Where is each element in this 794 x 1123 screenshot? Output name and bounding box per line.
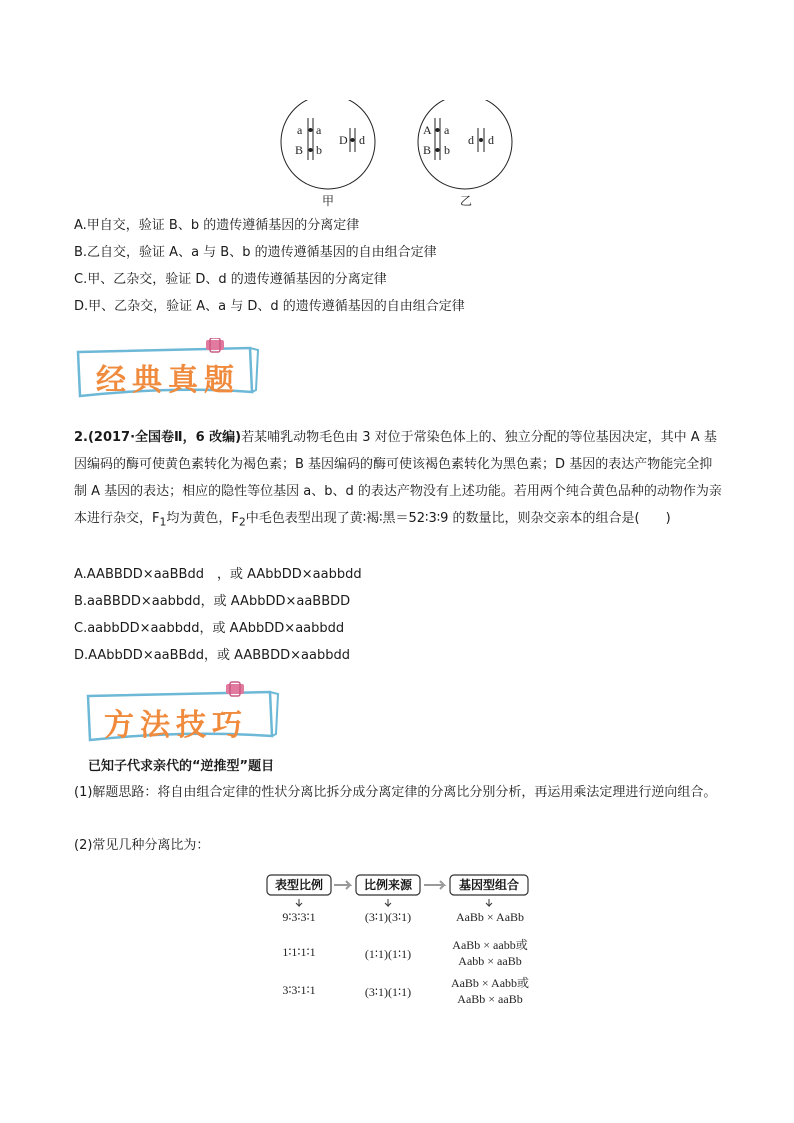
arrow-down-icon [486,899,492,906]
method-heading: 已知子代求亲代的“逆推型”题目 [88,759,275,774]
cell2-label-b: b [444,143,450,157]
q2-text-1: 若某哺乳动物毛色由 3 对位于常染色体上的、独立分配的等位基因决定，其中 A 基因编码的酶可使黄色素转化为褐色素；B 基因编码的酶可使该褐色素转化为黑色素；D 基因的表达产物能完全抑制 A 基因的表达；相应的隐性等位基因 a、b、d 的表达产物没有上述功能。若用两个纯合黄色品种的动物作为亲本进行杂交，F [74,430,722,526]
cell-yi [418,100,512,208]
q2-option-b: B.aaBBDD×aabbdd，或 AAbbDD×aaBBDD [74,594,351,609]
q1-option-a: A.甲自交，验证 B、b 的遗传遵循基因的分离定律 [74,218,360,233]
q2-stem [74,424,724,536]
cell1-label-a1: a [297,123,303,137]
cell2-label-B: B [423,143,432,157]
q2-option-c: C.aabbDD×aabbdd，或 AAbbDD×aabbdd [74,621,345,636]
q2-text-2: 均为黄色，F [166,511,239,526]
arrow-right-icon [334,881,350,889]
q2-sub-2: 2 [238,515,246,529]
q2-text-3: 中毛色表型出现了黄∶褐∶黑＝52∶3∶9 的数量比，则杂交亲本的组合是( ) [245,511,671,526]
cell1-caption: 甲 [322,194,335,208]
header-combo: 基因型组合 [458,878,520,892]
banner-title: 方法技巧 [104,708,248,743]
cell1-label-b: b [316,143,322,157]
q1-option-c: C.甲、乙杂交，验证 D、d 的遗传遵循基因的分离定律 [74,272,387,287]
method-step-1: (1)解题思路：将自由组合定律的性状分离比拆分成分离定律的分离比分别分析，再运用乘法定理进行逆向组合。 [74,785,717,800]
banner-method-tips [74,680,284,746]
row2-ratio: 1∶1∶1∶1 [282,945,316,959]
row3-source: (3∶1)(1∶1) [364,985,412,999]
row1-combo: AaBb × AaBb [455,910,525,924]
q2-option-a: A.AABBDD×aaBBdd ，或 AAbbDD×aabbdd [74,567,362,582]
header-ratio: 表型比例 [274,878,324,892]
arrow-right-icon [424,881,444,889]
banner-classic-questions [74,338,264,402]
q2-source: 2.(2017·全国卷Ⅱ，6 改编) [74,430,242,445]
cell2-label-d1: d [468,133,474,147]
cell1-label-d: d [359,133,365,147]
row2-combo-2: Aabb × aaBb [458,954,522,968]
method-step-2: (2)常见几种分离比为： [74,838,210,853]
header-source: 比例来源 [363,878,413,892]
cell2-label-A: A [423,123,432,137]
q2-option-d: D.AAbbDD×aaBBdd，或 AABBDD×aabbdd [74,648,350,663]
row3-combo-2: AaBb × aaBb [457,992,523,1006]
row3-ratio: 3∶3∶1∶1 [282,983,316,997]
banner-title: 经典真题 [96,363,240,398]
row3-combo-1: AaBb × Aabb或 [450,976,530,990]
cell-jia [281,100,375,208]
arrow-down-icon [296,899,302,906]
cell2-label-d2: d [488,133,494,147]
row2-source: (1∶1)(1∶1) [364,947,412,961]
row1-ratio: 9∶3∶3∶1 [282,910,316,924]
q2-sub-1: 1 [159,515,167,529]
arrow-down-icon [385,899,391,906]
cell-figure [280,100,520,212]
cell1-label-D: D [339,133,348,147]
q1-option-b: B.乙自交，验证 A、a 与 B、b 的遗传遵循基因的自由组合定律 [74,245,437,260]
cell1-label-a2: a [316,123,322,137]
ratio-flow-header [250,872,540,912]
row2-combo-1: AaBb × aabb或 [452,938,528,952]
q1-option-d: D.甲、乙杂交，验证 A、a 与 D、d 的遗传遵循基因的自由组合定律 [74,299,465,314]
cell2-label-a: a [444,123,450,137]
row1-source: (3∶1)(3∶1) [364,910,412,924]
cell2-caption: 乙 [460,194,473,208]
cell1-label-B: B [295,143,304,157]
